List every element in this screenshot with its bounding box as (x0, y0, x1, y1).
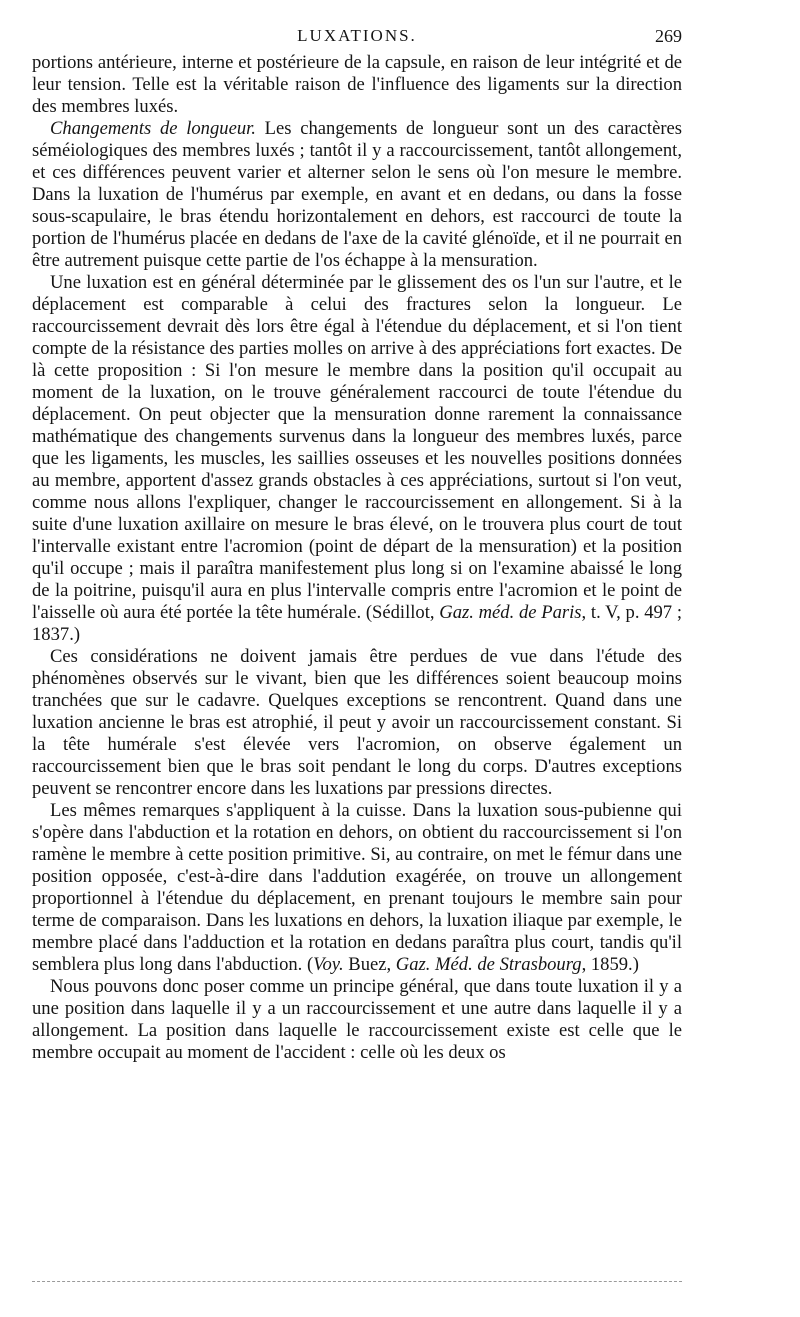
paragraph-3 (32, 272, 682, 646)
citation-author: Buez, (343, 954, 396, 975)
paragraph-2-text: Les changements de longueur sont un des caractères séméiologiques des membres luxés ; tantôt il y a raccourcissement, tantôt allongement, et ces différences peuvent varier et alterner selon le sens où l'on mesure le membre. Dans la luxation de l'humérus par exemple, en avant et en dedans, ou dans la fosse sous-scapulaire, le bras étendu horizontalement en dehors, est raccourci de toute la portion de l'humérus placée en dedans de l'axe de la cavité glénoïde, et il ne pourrait en être autrement puisque cette partie de l'os échappe à la mensuration. (32, 118, 682, 271)
paragraph-5-text: Les mêmes remarques s'appliquent à la cuisse. Dans la luxation sous-pubienne qui s'opère dans l'abduction et la rotation en dehors, on obtient du raccourcissement si l'on ramène le membre à cette position primitive. Si, au contraire, on met le fémur dans une position opposée, c'est-à-dire dans l'addution exagérée, on trouve un allongement proportionnel à l'étendue du déplacement, en prenant toujours le membre sain pour terme de comparaison. Dans les luxations en dehors, la luxation iliaque par exemple, le membre placé dans l'adduction et la rotation en dedans paraîtra plus court, tandis qu'il semblera plus long dans l'abduction. ( (32, 800, 682, 975)
section-heading: Changements de longueur. (50, 118, 256, 139)
bottom-dotted-rule (32, 1281, 682, 1282)
paragraph-3-text: Une luxation est en général déterminée par le glissement des os l'un sur l'autre, et le déplacement est comparable à celui des fractures selon la longueur. Le raccourcissement devrait dès lors être égal à l'étendue du déplacement, et si l'on tient compte de la résistance des parties molles on arrive à des appréciations fort exactes. De là cette proposition : Si l'on mesure le membre dans la position qu'il occupait au moment de la luxation, on le trouve généralement raccourci de toute l'étendue du déplacement. On peut objecter que la mensuration donne rarement la connaissance mathématique des changements survenus dans la longueur des membres luxés, parce que les ligaments, les muscles, les saillies osseuses et les nouvelles positions données au membre, apportent d'assez grands obstacles à ces appréciations, surtout si l'on veut, comme nous allons l'expliquer, changer le raccourcissement en allongement. Si à la suite d'une luxation axillaire on mesure le bras élevé, on le trouvera plus court de tout l'intervalle existant entre l'acromion (point de départ de la mensuration) et la position qu'il occupe ; mais il paraîtra manifestement plus long si on l'examine abaissé le long de la poitrine, puisqu'il aura en plus l'intervalle compris entre l'acromion et le point de l'aisselle où aura été portée la tête humérale. (Sédillot, (32, 272, 683, 623)
citation-voy: Voy. (313, 954, 344, 975)
paragraph-5 (32, 800, 682, 976)
citation-journal: Gaz. méd. de Paris (439, 602, 582, 623)
paragraph-6: Nous pouvons donc poser comme un principe général, que dans toute luxation il y a une position dans laquelle il y a un raccourcissement et une autre dans laquelle il y a allongement. La position dans laquelle le raccourcissement existe est celle que le membre occupait au moment de l'accident : celle où les deux os (32, 976, 682, 1063)
citation-journal-2: Gaz. Méd. de Strasbourg (395, 954, 582, 975)
paragraph-4: Ces considérations ne doivent jamais être perdues de vue dans l'étude des phénomènes observés sur le vivant, bien que les différences soient beaucoup moins tranchées que sur le cadavre. Quelques exceptions se rencontrent. Quand dans une luxation ancienne le bras est atrophié, il peut y avoir un raccourcissement constant. Si la tête humérale s'est élevée vers l'acromion, on observe également un raccourcissement bien que le bras soit pendant le long du corps. D'autres exceptions peuvent se rencontrer encore dans les luxations par pressions directes. (32, 646, 682, 799)
paragraph-2 (32, 118, 682, 272)
running-head (32, 26, 682, 50)
page-number: 269 (655, 26, 682, 46)
body-text (32, 52, 682, 1064)
citation-details: , t. V, p. 497 ; 1837.) (32, 602, 682, 645)
paragraph-1: portions antérieure, interne et postérieure de la capsule, en raison de leur intégrité et de leur tension. Telle est la véritable raison de l'influence des ligaments sur la direction des membres luxés. (32, 52, 682, 117)
citation-year: , 1859.) (581, 954, 639, 975)
running-title: LUXATIONS. (297, 26, 417, 45)
